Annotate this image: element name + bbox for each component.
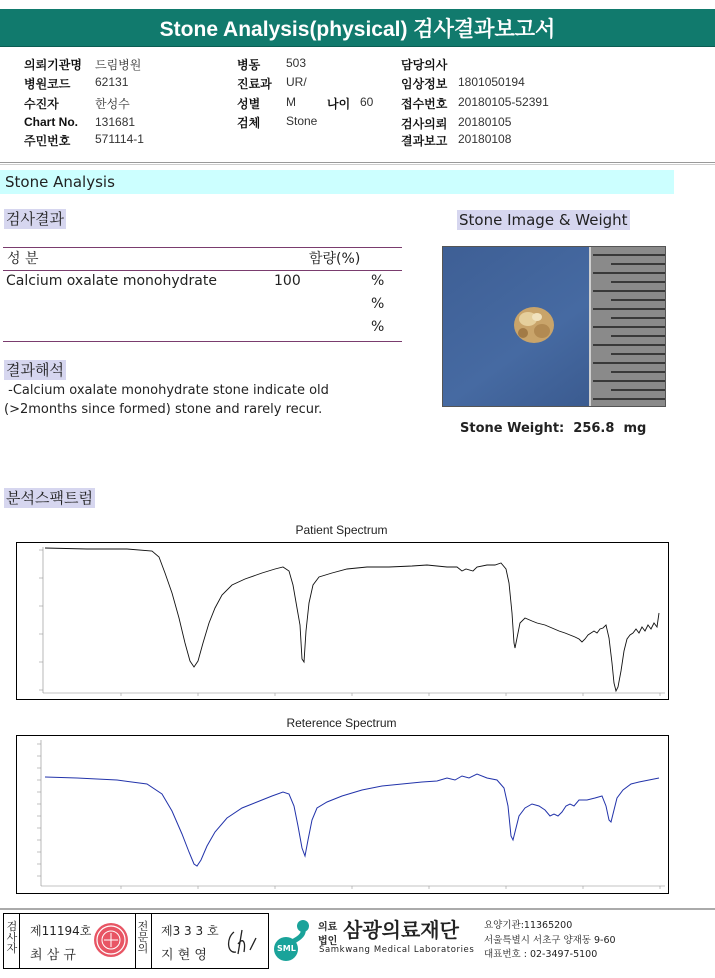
doctor-label: 담당의사 (401, 58, 448, 72)
row-1-component: Calcium oxalate monohydrate (6, 273, 217, 289)
interpretation-heading: 결과해석 (6, 361, 64, 379)
org-name: 삼광의료재단 (343, 918, 459, 942)
inspector-license-no: 제11194호 (30, 924, 92, 938)
footer-separator-3 (151, 914, 152, 968)
inspector-name: 최 삼 규 (30, 948, 76, 963)
stone-photo-image (443, 247, 665, 406)
inspector-seal-icon (94, 923, 128, 957)
inspector-label-text: 검사자 (6, 920, 18, 955)
hospital-code-label: 병원코드 (24, 77, 71, 91)
stone-weight: Stone Weight: 256.8 mg (460, 421, 647, 436)
doctor-vertical-label (137, 921, 149, 954)
age-value: 60 (360, 95, 374, 109)
section-banner: Stone Analysis (0, 170, 674, 194)
doctor-signature-icon (224, 924, 262, 960)
signature-box (3, 913, 269, 969)
sex-label: 성별 (237, 97, 261, 111)
report-title: Stone Analysis(physical) 검사결과보고서 (0, 9, 715, 47)
sex-value: M (286, 95, 296, 109)
patient-spectrum-svg (17, 543, 668, 699)
reference-spectrum-plot (16, 735, 669, 894)
column-header-component: 성 분 (7, 251, 39, 267)
institution-code: 요양기관:11365200 (484, 920, 573, 931)
patient-label: 수진자 (24, 97, 59, 111)
stone-image-heading: Stone Image & Weight (459, 211, 628, 229)
hospital-name-label: 의뢰기관명 (24, 58, 82, 72)
reference-spectrum-svg (17, 736, 668, 893)
department-value: UR/ (286, 75, 307, 89)
org-english-name: Samkwang Medical Laboratories (319, 945, 475, 955)
header-divider (0, 162, 715, 163)
org-phone: 대표번호 : 02-3497-5100 (484, 949, 598, 960)
hospital-code-value: 62131 (95, 75, 129, 89)
doctor-license-no: 제3 3 3 호 (161, 924, 219, 938)
org-prefix-bottom: 법인 (318, 936, 338, 947)
reference-spectrum-title: Reterence Spectrum (286, 716, 397, 730)
sml-logo-icon (270, 916, 316, 962)
inspector-vertical-label (6, 921, 18, 954)
report-date-label: 결과보고 (401, 134, 448, 148)
org-prefix-top: 의료 (318, 922, 338, 933)
specimen-label: 검체 (237, 116, 261, 130)
age-label: 나이 (327, 97, 351, 111)
doctor-name: 지 현 영 (161, 948, 207, 963)
patient-spectrum-plot (16, 542, 669, 700)
row-1-value: 100 (274, 273, 301, 289)
interpretation-line-1: -Calcium oxalate monohydrate stone indicate old (4, 383, 329, 398)
stone-photo (442, 246, 666, 407)
header-divider-secondary (0, 164, 715, 165)
doctor-label-text: 전문의 (137, 920, 149, 955)
table-bottom-rule (3, 341, 402, 342)
row-1-unit: % (371, 273, 385, 289)
spectrum-heading: 분석스팩트럼 (6, 489, 93, 507)
resident-no-value: 571114-1 (95, 132, 144, 146)
department-label: 진료과 (237, 77, 272, 91)
clinical-info-value: 1801050194 (458, 75, 525, 89)
request-date-value: 20180105 (458, 115, 512, 129)
interpretation-line-2: (>2months since formed) stone and rarely recur. (4, 402, 323, 417)
footer-separator-2 (135, 914, 136, 968)
table-header-rule (3, 270, 402, 271)
chart-no-value: 131681 (95, 115, 136, 129)
ward-label: 병동 (237, 58, 261, 72)
org-address: 서울특별시 서초구 양재동 9-60 (484, 935, 616, 946)
row-3-unit: % (371, 319, 385, 335)
patient-spectrum-title: Patient Spectrum (295, 523, 388, 537)
hospital-name-value: 드림병원 (95, 58, 142, 72)
patient-value: 한성수 (95, 97, 130, 111)
resident-no-label: 주민번호 (24, 134, 71, 148)
footer-divider (0, 908, 715, 910)
receipt-no-value: 20180105-52391 (458, 95, 549, 109)
report-date-value: 20180108 (458, 132, 512, 146)
row-2-unit: % (371, 296, 385, 312)
chart-no-label: Chart No. (24, 115, 78, 129)
logo-text: SML (277, 944, 296, 953)
ward-value: 503 (286, 56, 307, 70)
receipt-no-label: 접수번호 (401, 97, 448, 111)
column-header-content: 함량(%) (309, 251, 361, 267)
results-heading: 검사결과 (6, 210, 64, 228)
request-date-label: 검사의뢰 (401, 117, 448, 131)
clinical-info-label: 임상정보 (401, 77, 448, 91)
specimen-value: Stone (286, 114, 318, 128)
footer-separator-1 (19, 914, 20, 968)
